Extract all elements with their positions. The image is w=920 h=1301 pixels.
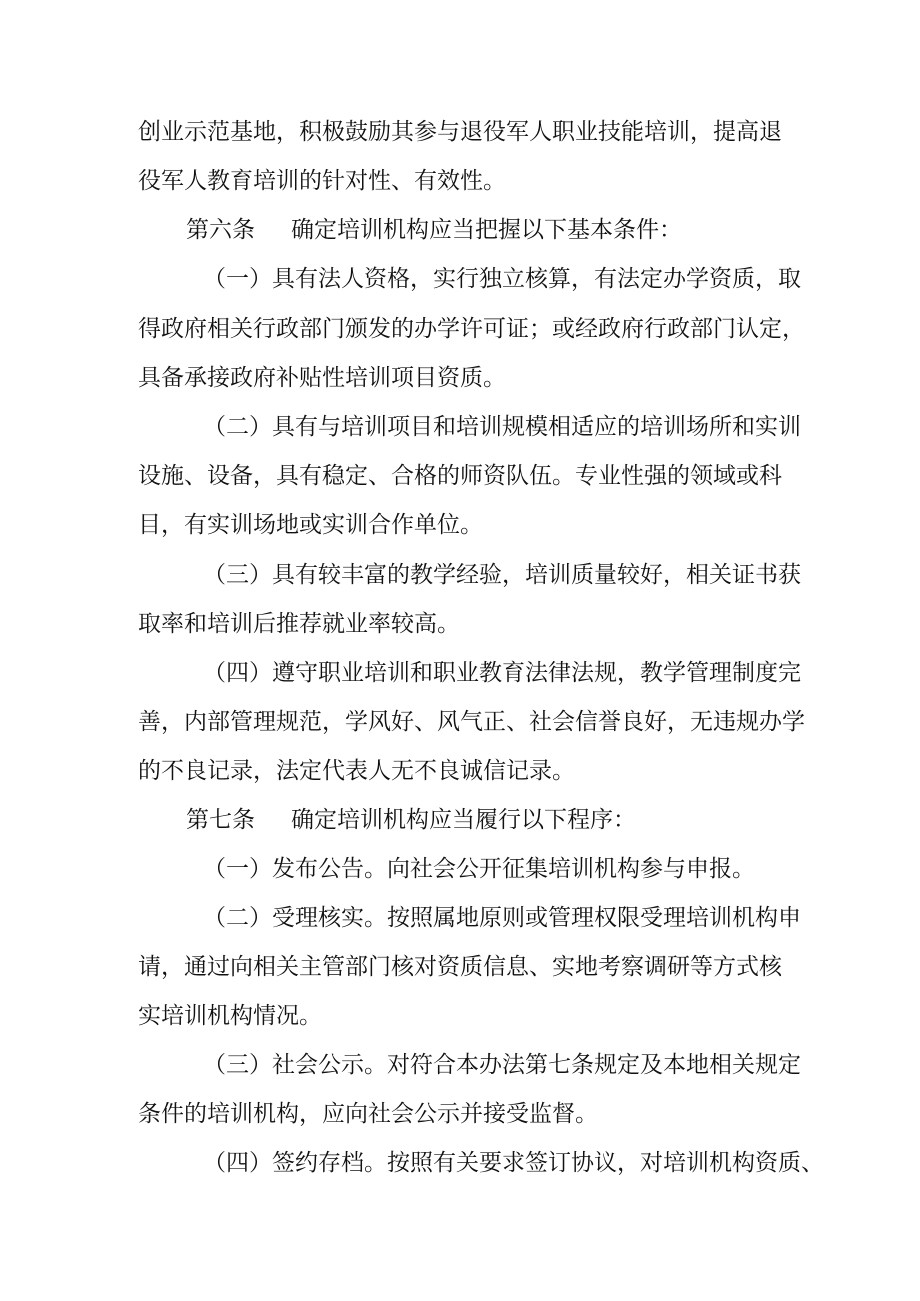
paragraph-line: （一）具有法人资格，实行独立核算，有法定办学资质，取 [203, 266, 801, 292]
article-7-heading [0, 805, 920, 835]
paragraph-line: 条件的培训机构，应向社会公示并接受监督。 [138, 1101, 598, 1127]
paragraph-line: （一）发布公告。向社会公开征集培训机构参与申报。 [203, 856, 755, 882]
paragraph-line: 具备承接政府补贴性培训项目资质。 [138, 365, 506, 391]
paragraph-line: 请，通过向相关主管部门核对资质信息、实地考察调研等方式核 [138, 954, 782, 980]
paragraph-line: 设施、设备，具有稳定、合格的师资队伍。专业性强的领域或科 [138, 463, 782, 489]
article-label: 第六条 [186, 217, 255, 243]
paragraph-line: 善，内部管理规范，学风好、风气正、社会信誉良好，无违规办学 [138, 709, 805, 735]
paragraph-line: 创业示范基地，积极鼓励其参与退役军人职业技能培训，提高退 [138, 119, 782, 145]
paragraph-line: 得政府相关行政部门颁发的办学许可证；或经政府行政部门认定， [138, 316, 805, 342]
paragraph-line: （四）遵守职业培训和职业教育法律法规，教学管理制度完 [203, 660, 801, 686]
paragraph-line: 的不良记录，法定代表人无不良诚信记录。 [138, 758, 575, 784]
paragraph-line: （二）具有与培训项目和培训规模相适应的培训场所和实训 [203, 414, 801, 440]
paragraph-line: 役军人教育培训的针对性、有效性。 [138, 168, 506, 194]
paragraph-line: （四）签约存档。按照有关要求签订协议，对培训机构资质、 [203, 1150, 824, 1176]
article-6-heading [0, 215, 920, 245]
paragraph-line: 实培训机构情况。 [138, 1003, 322, 1029]
paragraph-line: （二）受理核实。按照属地原则或管理权限受理培训机构申 [203, 905, 801, 931]
paragraph-line: 取率和培训后推荐就业率较高。 [138, 611, 460, 637]
article-title: 确定培训机构应当履行以下程序： [291, 807, 636, 833]
paragraph-line: （三）社会公示。对符合本办法第七条规定及本地相关规定 [203, 1052, 801, 1078]
article-title: 确定培训机构应当把握以下基本条件： [291, 217, 682, 243]
article-label: 第七条 [186, 807, 255, 833]
paragraph-line: （三）具有较丰富的教学经验，培训质量较好，相关证书获 [203, 562, 801, 588]
paragraph-line: 目，有实训场地或实训合作单位。 [138, 512, 483, 538]
